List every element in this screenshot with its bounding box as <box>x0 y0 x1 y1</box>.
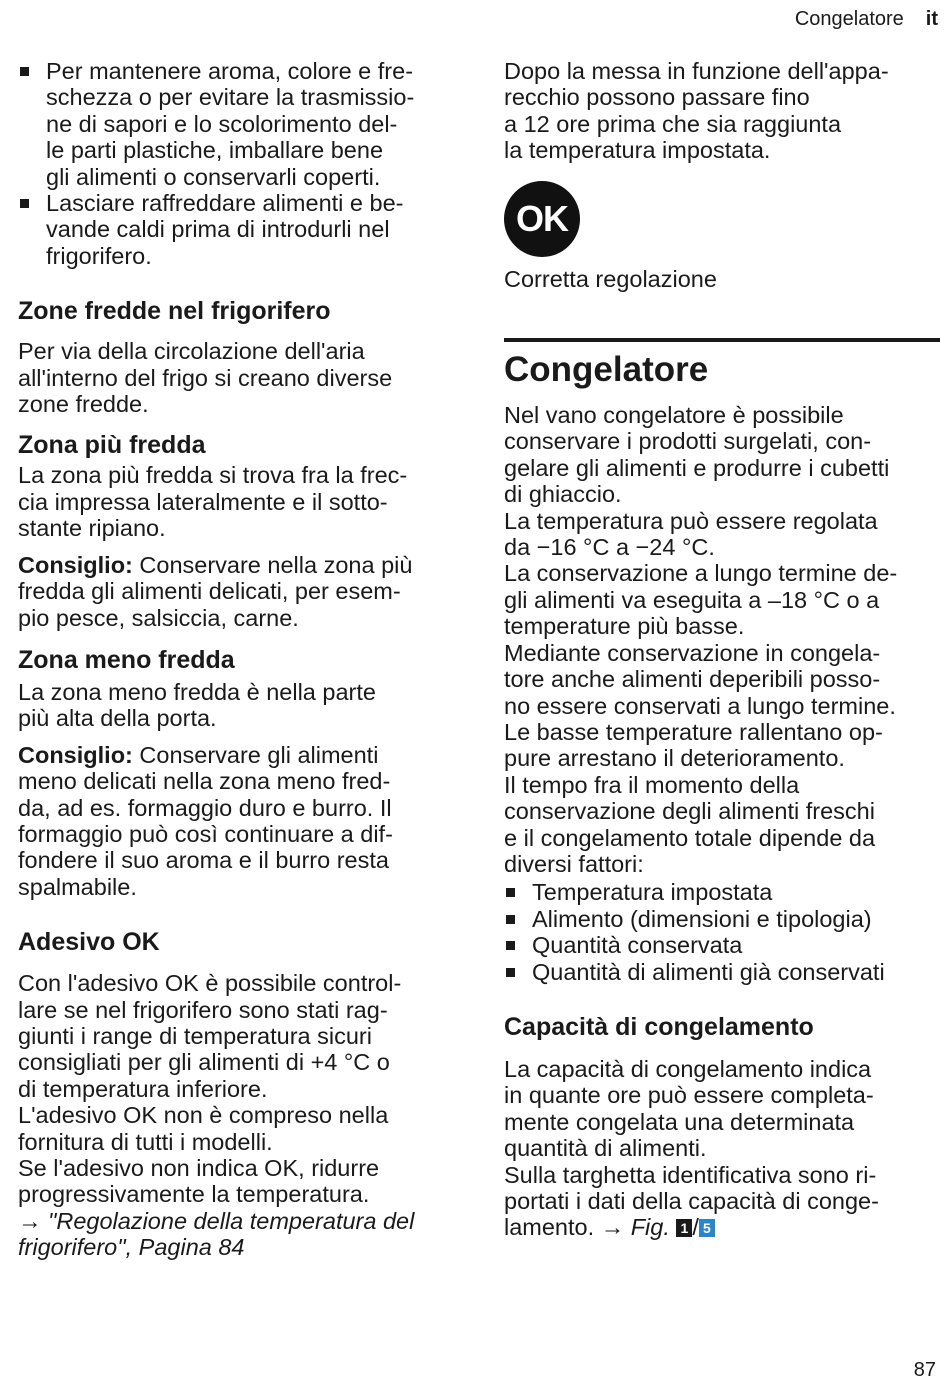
text-line: recchio possono passare fino <box>504 84 810 111</box>
text-line: Conservare gli alimenti <box>132 741 379 768</box>
freezing-factors-list <box>504 879 940 985</box>
ok-caption: Corretta regolazione <box>504 265 717 292</box>
text-line: La zona meno fredda è nella parte <box>18 678 376 705</box>
text-line: gli alimenti o conservarli coperti. <box>46 163 381 190</box>
page-header <box>795 8 938 31</box>
text-line: L'adesivo OK non è compreso nella <box>18 1102 389 1129</box>
text-line: gli alimenti va eseguita a –18 °C o a <box>504 586 880 613</box>
page-number: 87 <box>913 1359 936 1381</box>
text-line: temperature più basse. <box>504 613 745 640</box>
text-line: Se l'adesivo non indica OK, ridurre <box>18 1155 380 1181</box>
figure-reference <box>504 1214 940 1240</box>
text-line: conservazione degli alimenti freschi <box>504 798 875 825</box>
text-line: e il congelamento totale dipende da <box>504 824 876 851</box>
text-line: Mediante conservazione in congela- <box>504 639 881 666</box>
figure-1-badge[interactable]: 1 <box>676 1219 692 1237</box>
text-line: di temperatura inferiore. <box>18 1075 268 1102</box>
coldest-zone-tip <box>18 552 458 631</box>
freezing-capacity-heading: Capacità di congelamento <box>504 1012 814 1041</box>
text-line: all'interno del frigo si creano diverse <box>18 364 393 391</box>
text-line: Le basse temperature rallentano op- <box>504 718 883 745</box>
text-line: stante ripiano. <box>18 515 166 542</box>
figure-link[interactable]: Fig. <box>630 1214 670 1241</box>
text-line: Dopo la messa in funzione dell'appa- <box>504 58 889 84</box>
header-language: it <box>925 8 938 30</box>
text-line: ne di sapori e lo scolorimento del- <box>46 110 398 137</box>
cold-zones-paragraph <box>18 338 458 417</box>
text-line: quantità di alimenti. <box>504 1135 707 1162</box>
text-line: meno delicati nella zona meno fred- <box>18 768 391 795</box>
cross-reference-link[interactable]: frigorifero", Pagina 84 <box>18 1234 245 1261</box>
text-line: cia impressa lateralmente e il sotto- <box>18 488 388 515</box>
text-line: La temperatura può essere regolata <box>504 507 878 534</box>
text-line: pure arrestano il deterioramento. <box>504 745 845 772</box>
cross-reference-link[interactable]: → "Regolazione della temperatura del <box>18 1207 415 1234</box>
text-line: consigliati per gli alimenti di +4 °C o <box>18 1049 390 1076</box>
text-line: Con l'adesivo OK è possibile control- <box>18 970 402 997</box>
header-section-title: Congelatore <box>794 8 904 30</box>
ok-sticker-icon: OK <box>504 181 580 257</box>
left-column <box>18 58 458 1261</box>
text-line: Il tempo fra il momento della <box>504 771 800 798</box>
text-line: fondere il suo aroma e il burro resta <box>18 847 389 874</box>
text-line: Sulla targhetta identificativa sono ri- <box>504 1161 877 1188</box>
text-line: progressivamente la temperatura. <box>18 1181 370 1208</box>
list-item: Temperatura impostata <box>504 879 940 905</box>
figure-separator: / <box>692 1214 699 1241</box>
least-cold-zone-heading: Zona meno fredda <box>18 645 235 674</box>
list-item <box>18 58 458 190</box>
section-divider <box>504 338 940 342</box>
text-line: fornitura di tutti i modelli. <box>18 1128 273 1155</box>
text-line: lare se nel frigorifero sono stati rag- <box>18 996 388 1023</box>
text-line: Lasciare raffreddare alimenti e be- <box>46 190 404 217</box>
text-line: Per mantenere aroma, colore e fre- <box>46 58 414 84</box>
text-line: lamento. → <box>504 1214 631 1241</box>
least-cold-zone-paragraph <box>18 679 458 732</box>
text-line: a 12 ore prima che sia raggiunta <box>504 110 842 137</box>
right-column <box>504 58 940 1241</box>
intro-bullet-list <box>18 58 458 269</box>
text-line: vande caldi prima di introdurli nel <box>46 216 390 243</box>
text-line: Conservare nella zona più <box>132 551 413 578</box>
text-line: mente congelata una determinata <box>504 1108 855 1135</box>
freezer-heading: Congelatore <box>504 350 709 390</box>
text-line: fredda gli alimenti delicati, per esem- <box>18 578 401 605</box>
list-item: Quantità di alimenti già conservati <box>504 959 940 985</box>
text-line: pio pesce, salsiccia, carne. <box>18 604 299 631</box>
list-item: Quantità conservata <box>504 932 940 958</box>
ok-sticker-paragraph <box>18 970 458 1260</box>
text-line: da, ad es. formaggio duro e burro. Il <box>18 794 392 821</box>
text-line: diversi fattori: <box>504 850 644 877</box>
text-line: zone fredde. <box>18 391 149 418</box>
text-line: no essere conservati a lungo termine. <box>504 692 896 719</box>
text-line: spalmabile. <box>18 873 137 900</box>
text-line: conservare i prodotti surgelati, con- <box>504 428 872 455</box>
coldest-zone-paragraph <box>18 462 458 541</box>
text-line: schezza o per evitare la trasmissio- <box>46 84 415 111</box>
text-line: La zona più fredda si trova fra la frec- <box>18 462 408 489</box>
text-line: giunti i range di temperatura sicuri <box>18 1022 372 1049</box>
freezing-capacity-paragraph <box>504 1056 940 1241</box>
tip-label: Consiglio: <box>18 551 133 578</box>
text-line: Nel vano congelatore è possibile <box>504 402 844 429</box>
text-line: da −16 °C a −24 °C. <box>504 534 715 561</box>
text-line: più alta della porta. <box>18 705 217 732</box>
text-line: La capacità di congelamento indica <box>504 1055 872 1082</box>
startup-paragraph <box>504 58 940 164</box>
least-cold-zone-tip <box>18 742 458 900</box>
text-line: gelare gli alimenti e produrre i cubetti <box>504 454 890 481</box>
text-line: portati i dati della capacità di conge- <box>504 1188 879 1214</box>
text-line: le parti plastiche, imballare bene <box>46 137 384 164</box>
freezer-paragraph <box>504 402 940 877</box>
ok-sticker-heading: Adesivo OK <box>18 928 160 957</box>
text-line: di ghiaccio. <box>504 481 622 508</box>
list-item <box>18 190 458 269</box>
text-line: in quante ore può essere completa- <box>504 1082 874 1109</box>
text-line: frigorifero. <box>46 242 152 269</box>
text-line: Per via della circolazione dell'aria <box>18 338 365 365</box>
text-line: formaggio può così continuare a dif- <box>18 820 393 847</box>
text-line: tore anche alimenti deperibili posso- <box>504 666 881 693</box>
cold-zones-heading: Zone fredde nel frigorifero <box>18 297 331 326</box>
text-line: La conservazione a lungo termine de- <box>504 560 898 587</box>
list-item: Alimento (dimensioni e tipologia) <box>504 906 940 932</box>
coldest-zone-heading: Zona più fredda <box>18 431 206 460</box>
figure-5-badge[interactable]: 5 <box>699 1219 715 1237</box>
tip-label: Consiglio: <box>18 741 133 768</box>
text-line: la temperatura impostata. <box>504 137 771 164</box>
